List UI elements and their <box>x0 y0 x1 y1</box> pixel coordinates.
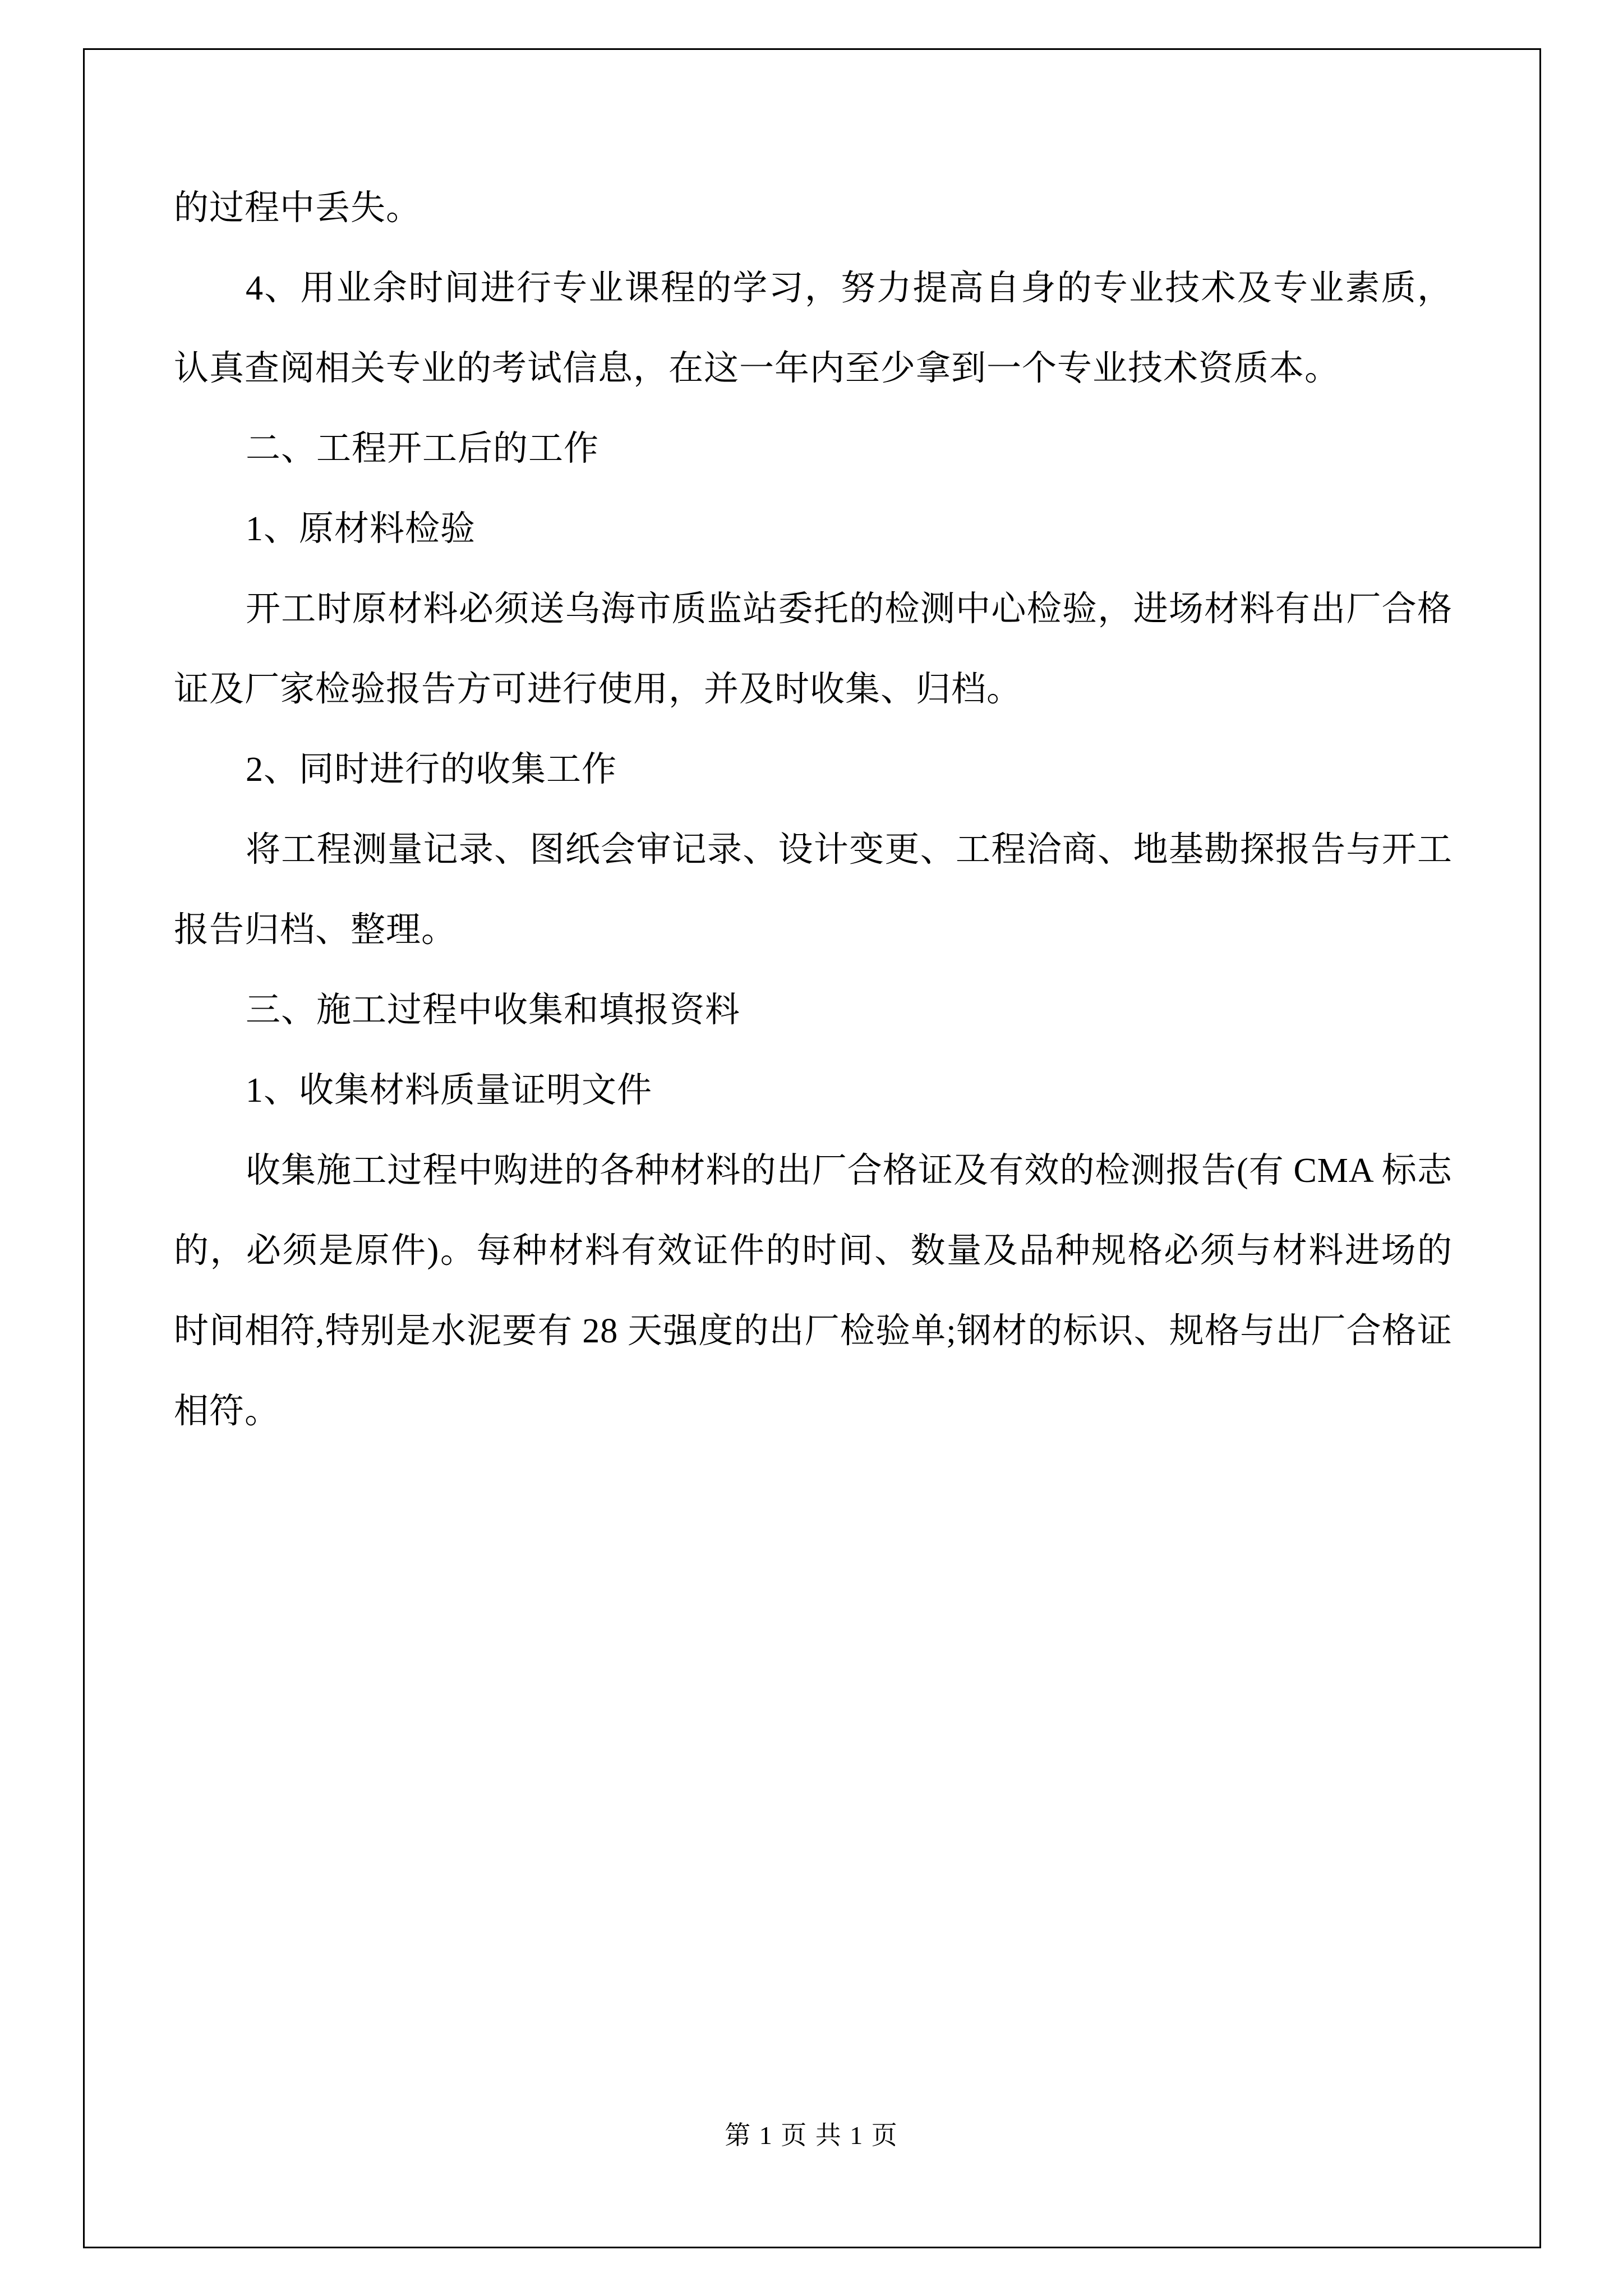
paragraph: 将工程测量记录、图纸会审记录、设计变更、工程洽商、地基勘探报告与开工报告归档、整理。 <box>174 831 1453 949</box>
paragraph: 收集施工过程中购进的各种材料的出厂合格证及有效的检测报告(有 CMA 标志的，必须是原件)。每种材料有效证件的时间、数量及品种规格必须与材料进场的时间相符,特别是水泥要有 28 天强度的出厂检验单;钢材的标识、规格与出厂合格证相符。 <box>174 1152 1453 1430</box>
paragraph: 开工时原材料必须送乌海市质监站委托的检测中心检验，进场材料有出厂合格证及厂家检验报告方可进行使用，并及时收集、归档。 <box>174 590 1453 708</box>
paragraph: 的过程中丢失。 <box>174 189 422 227</box>
paragraph: 4、用业余时间进行专业课程的学习，努力提高自身的专业技术及专业素质，认真查阅相关专业的考试信息，在这一年内至少拿到一个专业技术资质本。 <box>174 269 1453 388</box>
paragraph: 1、收集材料质量证明文件 <box>246 1071 653 1110</box>
paragraph: 三、施工过程中收集和填报资料 <box>246 991 741 1029</box>
document-body <box>174 168 1453 1452</box>
page-footer: 第 1 页 共 1 页 <box>725 2121 898 2150</box>
paragraph: 二、工程开工后的工作 <box>246 430 600 468</box>
paragraph: 1、原材料检验 <box>246 510 476 548</box>
paragraph: 2、同时进行的收集工作 <box>246 751 617 789</box>
